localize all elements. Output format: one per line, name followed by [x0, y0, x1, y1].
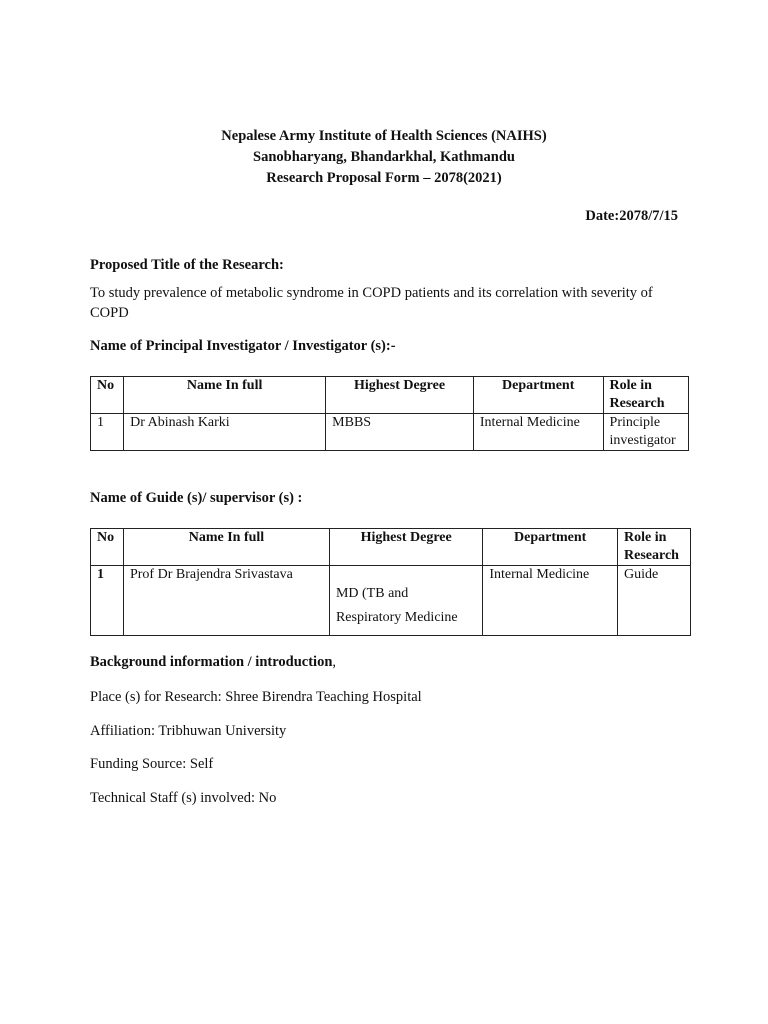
cell-degree: [329, 566, 482, 636]
investigators-table: [90, 376, 689, 451]
guide-table: [90, 528, 691, 636]
technical-staff: Technical Staff (s) involved: No: [90, 790, 277, 806]
degree-line-2: Respiratory Medicine: [335, 610, 458, 625]
form-title: Research Proposal Form – 2078(2021): [266, 170, 502, 186]
institute-address: Sanobharyang, Bhandarkhal, Kathmandu: [253, 149, 515, 165]
table-header-row: [91, 377, 689, 414]
cell-role: Principle investigator: [603, 414, 688, 451]
guide-label: Name of Guide (s)/ supervisor (s) :: [90, 490, 303, 506]
cell-no: 1: [91, 414, 124, 451]
affiliation: Affiliation: Tribhuwan University: [90, 723, 287, 739]
institute-name: Nepalese Army Institute of Health Sciences (NAIHS): [221, 128, 547, 144]
col-header-degree: Highest Degree: [329, 529, 482, 566]
col-header-role: Role in Research: [603, 377, 688, 414]
cell-no: 1: [91, 566, 124, 636]
cell-degree: MBBS: [326, 414, 474, 451]
investigators-label: Name of Principal Investigator / Investigator (s):-: [90, 338, 396, 354]
cell-role: Guide: [618, 566, 691, 636]
background-label-text: Background information / introduction: [90, 654, 333, 670]
table-row: [91, 566, 691, 636]
col-header-department: Department: [483, 529, 618, 566]
degree-line-1: MD (TB and: [335, 586, 409, 601]
col-header-name: Name In full: [124, 377, 326, 414]
cell-name: Prof Dr Brajendra Srivastava: [123, 566, 329, 636]
research-title: To study prevalence of metabolic syndrome in COPD patients and its correlation with severity of COPD: [90, 285, 653, 321]
col-header-role: Role in Research: [618, 529, 691, 566]
col-header-no: No: [91, 529, 124, 566]
table-header-row: [91, 529, 691, 566]
cell-name: Dr Abinash Karki: [124, 414, 326, 451]
col-header-department: Department: [473, 377, 603, 414]
form-date: Date:2078/7/15: [585, 208, 678, 224]
col-header-name: Name In full: [123, 529, 329, 566]
background-label-comma: ,: [332, 654, 337, 670]
cell-department: Internal Medicine: [473, 414, 603, 451]
document-header: [0, 126, 768, 189]
col-header-no: No: [91, 377, 124, 414]
place-of-research: Place (s) for Research: Shree Birendra Teaching Hospital: [90, 689, 422, 705]
background-label: [90, 654, 336, 671]
funding-source: Funding Source: Self: [90, 756, 214, 772]
title-label: Proposed Title of the Research:: [90, 257, 284, 273]
cell-department: Internal Medicine: [483, 566, 618, 636]
table-row: [91, 414, 689, 451]
col-header-degree: Highest Degree: [326, 377, 474, 414]
